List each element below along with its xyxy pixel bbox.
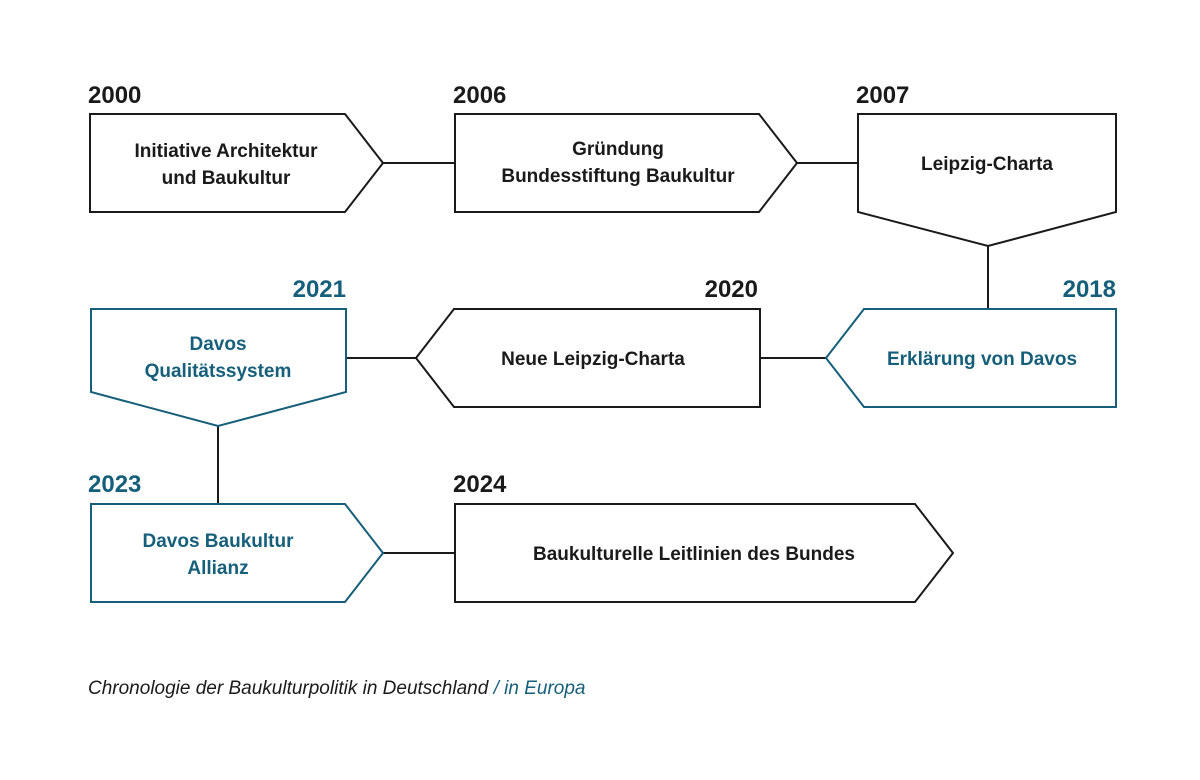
event-shape [90, 114, 383, 212]
event-label-line: Gründung [572, 139, 664, 160]
event-label-line: Qualitätssystem [144, 361, 292, 382]
event-label-line: Erklärung von Davos [886, 349, 1078, 370]
event-label-line: Neue Leipzig-Charta [501, 349, 685, 370]
event-year: 2018 [1062, 276, 1116, 303]
event-label-line: Leipzig-Charta [921, 154, 1053, 175]
event-shape [858, 114, 1116, 246]
caption [88, 678, 585, 699]
event-year: 2023 [88, 471, 142, 498]
event-2018 [826, 276, 1116, 407]
event-year: 2020 [704, 276, 758, 303]
event-shape [91, 504, 383, 602]
event-2006 [453, 82, 797, 212]
caption-accent: / in Europa [488, 678, 586, 699]
event-year: 2021 [292, 276, 346, 303]
event-2024 [453, 471, 953, 602]
event-label-line: Allianz [187, 558, 249, 579]
event-2021 [91, 276, 346, 426]
event-label-line: Davos [189, 334, 247, 355]
event-2007 [856, 82, 1116, 246]
event-year: 2024 [453, 471, 507, 498]
event-shape [455, 114, 797, 212]
event-label-line: Bundesstiftung Baukultur [501, 166, 735, 187]
event-label-line: und Baukultur [161, 168, 291, 189]
event-2000 [88, 82, 383, 212]
event-year: 2007 [856, 82, 910, 109]
event-year: 2000 [88, 82, 142, 109]
event-2020 [416, 276, 760, 407]
event-2023 [88, 471, 383, 602]
event-year: 2006 [453, 82, 507, 109]
event-label-line: Initiative Architektur [134, 141, 318, 162]
event-label-line: Baukulturelle Leitlinien des Bundes [532, 544, 856, 565]
caption-main: Chronologie der Baukulturpolitik in Deutschland [88, 678, 489, 699]
event-label-line: Davos Baukultur [142, 531, 294, 552]
